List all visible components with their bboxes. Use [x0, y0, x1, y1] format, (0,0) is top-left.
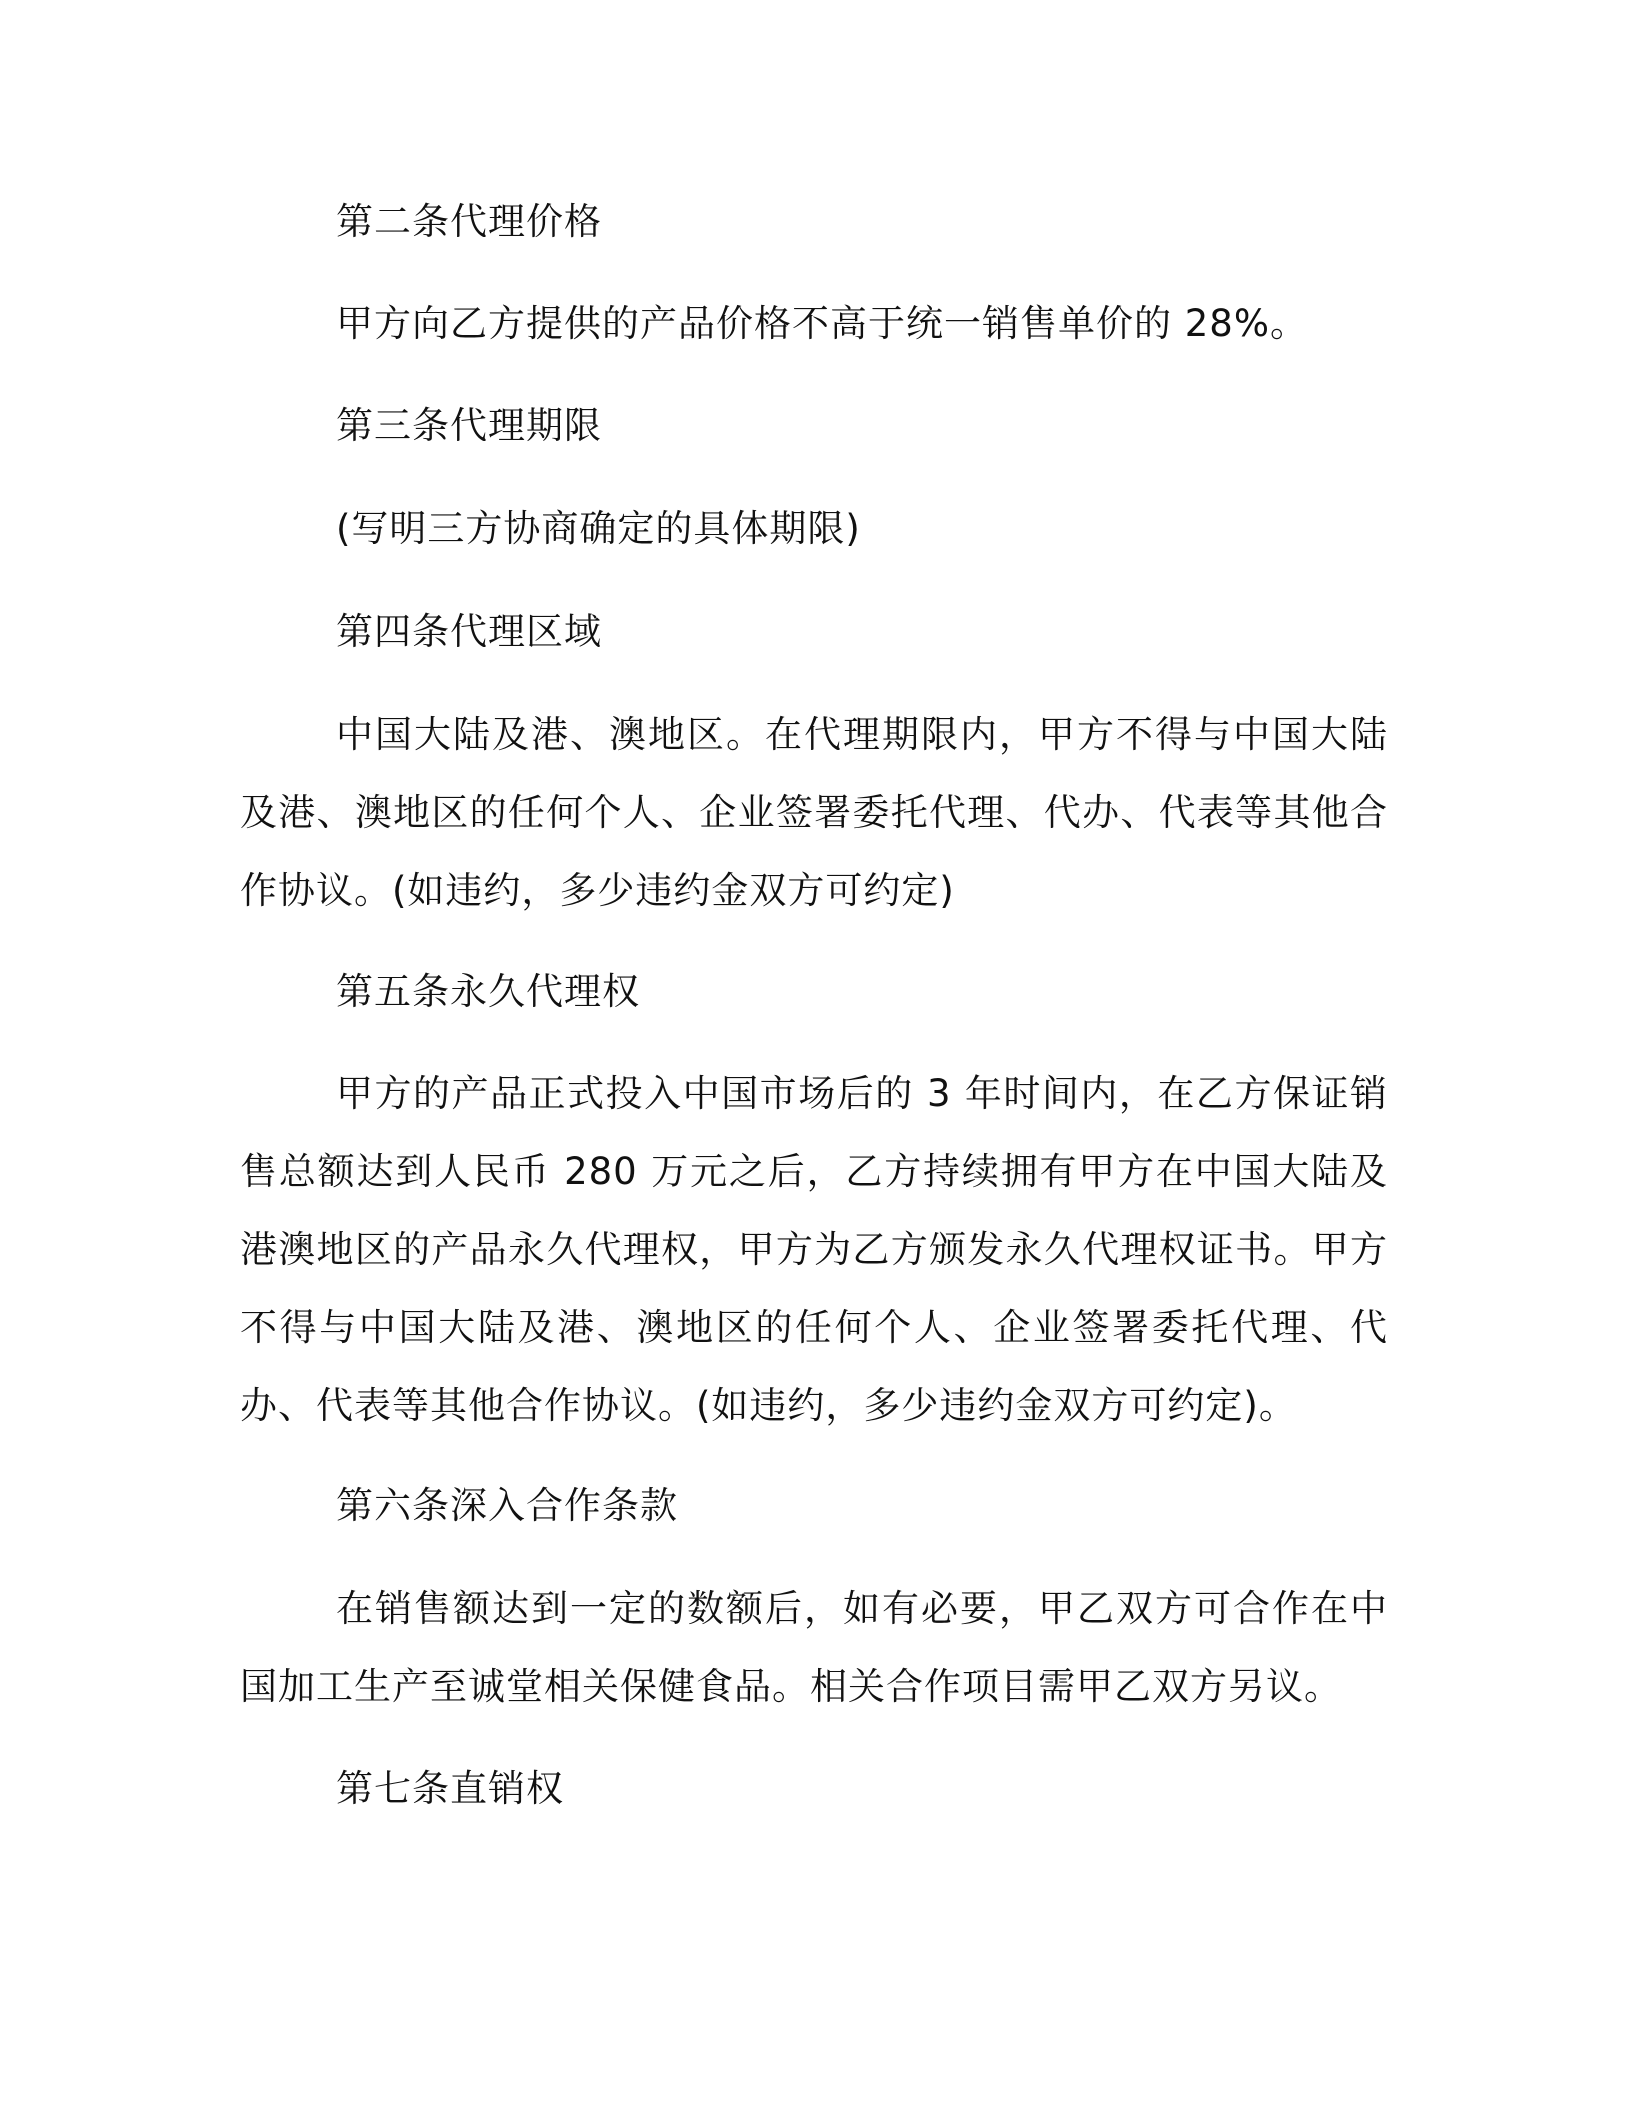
article-6-heading-block — [240, 1480, 1388, 1532]
article-2-heading-block — [240, 196, 1388, 248]
article-5-body: 甲方的产品正式投入中国市场后的 3 年时间内，在乙方保证销售总额达到人民币 280 万元之后，乙方持续拥有甲方在中国大陆及港澳地区的产品永久代理权，甲方为乙方颁发永久代理权证书。甲方不得与中国大陆及港、澳地区的任何个人、企业签署委托代理、代办、代表等其他合作协议。(如违约，多少违约金双方可约定)。 — [240, 1072, 1388, 1427]
article-4-heading-block — [240, 606, 1388, 658]
article-5-heading: 第五条永久代理权 — [336, 970, 640, 1013]
article-5-heading-block — [240, 966, 1388, 1018]
article-4-body: 中国大陆及港、澳地区。在代理期限内，甲方不得与中国大陆及港、澳地区的任何个人、企业签署委托代理、代办、代表等其他合作协议。(如违约，多少违约金双方可约定) — [240, 713, 1388, 912]
article-7-heading-block — [240, 1763, 1388, 1815]
article-2-body: 甲方向乙方提供的产品价格不高于统一销售单价的 28%。 — [336, 302, 1308, 345]
article-6-body-block — [240, 1570, 1388, 1726]
article-4-body-block — [240, 696, 1388, 930]
article-5-body-block — [240, 1055, 1388, 1445]
article-7-heading: 第七条直销权 — [336, 1767, 564, 1810]
article-3-body: (写明三方协商确定的具体期限) — [336, 507, 861, 550]
article-3-body-block — [240, 503, 1388, 555]
article-6-body: 在销售额达到一定的数额后，如有必要，甲乙双方可合作在中国加工生产至诚堂相关保健食品。相关合作项目需甲乙双方另议。 — [240, 1587, 1388, 1708]
article-2-heading: 第二条代理价格 — [336, 200, 602, 243]
article-3-heading-block — [240, 400, 1388, 452]
article-4-heading: 第四条代理区域 — [336, 610, 602, 653]
article-3-heading: 第三条代理期限 — [336, 404, 602, 447]
article-6-heading: 第六条深入合作条款 — [336, 1484, 678, 1527]
article-2-body-block — [240, 298, 1388, 350]
